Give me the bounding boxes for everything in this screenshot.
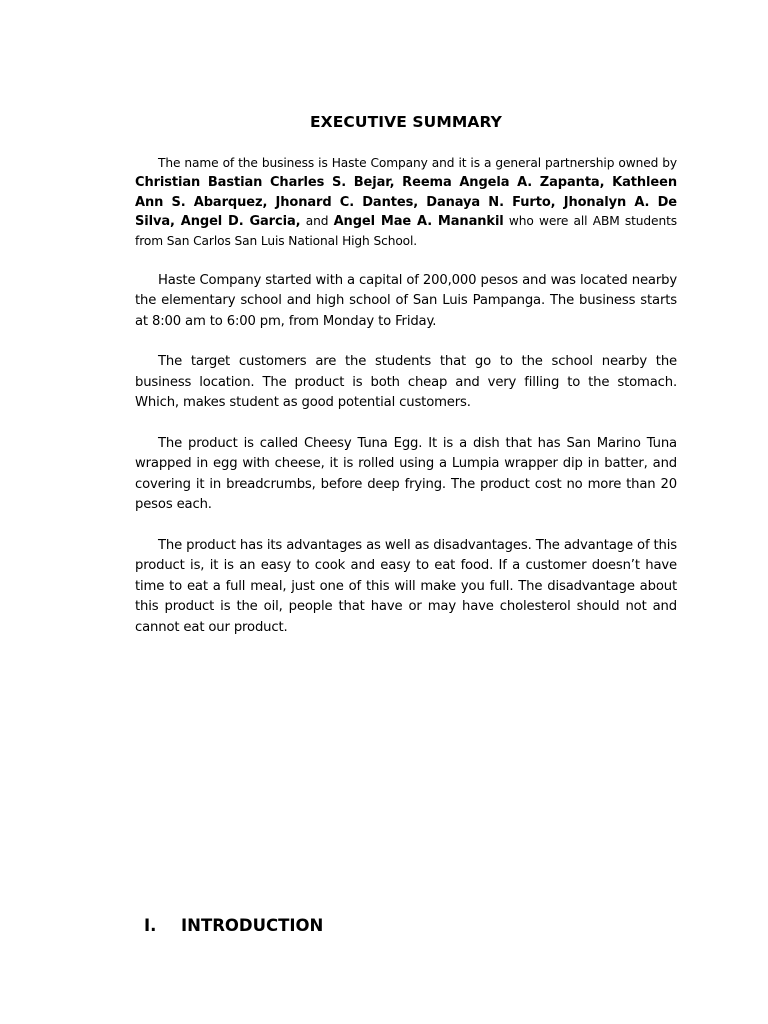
owners-conjunction: and	[300, 214, 334, 229]
paragraph-owners	[135, 154, 677, 251]
owners-names: Christian Bastian Charles S. Bejar, Reema Angela A. Zapanta, Kathleen Ann S. Abarquez, Jhonard C. Dantes, Danaya N. Furto, Jhonalyn A. De Silva, Angel D. Garcia,	[135, 174, 677, 230]
owners-school-text: who were all ABM students from San Carlos San Luis National High School.	[135, 214, 677, 249]
paragraph-product: The product is called Cheesy Tuna Egg. It is a dish that has San Marino Tuna wrapped in egg with cheese, it is rolled using a Lumpia wrapper dip in batter, and covering it in breadcrumbs, before deep frying. The product cost no more than 20 pesos each.	[135, 435, 677, 513]
paragraph-advantages: The product has its advantages as well as disadvantages. The advantage of this product is, it is an easy to cook and easy to eat food. If a customer doesn’t have time to eat a full meal, just one of this will make you full. The disadvantage about this product is the oil, people that have or may have cholesterol should not and cannot eat our product.	[135, 537, 677, 635]
owners-last-name: Angel Mae A. Manankil	[333, 214, 504, 230]
paragraph-target-customers: The target customers are the students that go to the school nearby the business location. The product is both cheap and very filling to the stomach. Which, makes student as good potential customers.	[135, 354, 677, 411]
section-heading-introduction	[144, 916, 323, 935]
owners-intro-text: The name of the business is Haste Company and it is a general partnership owned by	[158, 156, 677, 170]
summary-body	[135, 154, 677, 658]
section-number: I.	[144, 916, 157, 935]
page-title: EXECUTIVE SUMMARY	[309, 113, 502, 131]
section-title: INTRODUCTION	[181, 916, 324, 935]
paragraph-capital: Haste Company started with a capital of 200,000 pesos and was located nearby the elementary school and high school of San Luis Pampanga. The business starts at 8:00 am to 6:00 pm, from Monday to Friday.	[135, 272, 677, 329]
